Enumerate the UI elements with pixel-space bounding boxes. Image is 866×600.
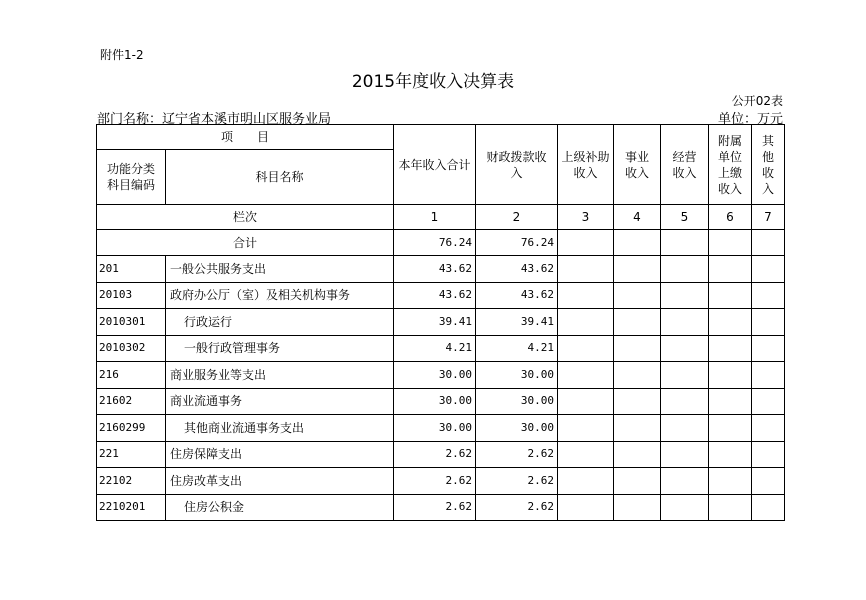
total-income-value: 43.62 [394, 282, 476, 309]
table-row [97, 309, 785, 336]
table-row [97, 256, 785, 283]
table-row [97, 388, 785, 415]
header-func-code: 功能分类 科目编码 [97, 150, 166, 205]
table-row [97, 441, 785, 468]
header-superior-subsidy: 上级补助收入 [558, 125, 614, 205]
subject-name: 行政运行 [166, 309, 394, 336]
column-number-row [97, 205, 785, 230]
fiscal-value: 4.21 [476, 335, 558, 362]
column-number: 5 [661, 205, 709, 230]
form-id: 公开02表 [731, 94, 783, 108]
total-income-value: 30.00 [394, 388, 476, 415]
fiscal-value: 43.62 [476, 282, 558, 309]
subject-code: 20103 [97, 282, 166, 309]
column-number: 2 [476, 205, 558, 230]
total-income-value: 30.00 [394, 415, 476, 442]
page-title: 2015年度收入决算表 [351, 72, 515, 92]
total-income-value: 76.24 [394, 230, 476, 256]
table-row [97, 415, 785, 442]
column-number: 1 [394, 205, 476, 230]
fiscal-value: 39.41 [476, 309, 558, 336]
fiscal-value: 2.62 [476, 441, 558, 468]
total-income-value: 2.62 [394, 468, 476, 495]
table-row [97, 468, 785, 495]
subject-code: 2160299 [97, 415, 166, 442]
total-income-value: 30.00 [394, 362, 476, 389]
subject-code: 201 [97, 256, 166, 283]
fiscal-value: 2.62 [476, 494, 558, 521]
column-number: 4 [614, 205, 661, 230]
department-name: 部门名称：辽宁省本溪市明山区服务业局 [97, 112, 332, 127]
subject-name: 住房保障支出 [166, 441, 394, 468]
fiscal-value: 30.00 [476, 415, 558, 442]
fiscal-value: 30.00 [476, 362, 558, 389]
subject-code: 221 [97, 441, 166, 468]
header-item: 项 目 [97, 125, 394, 150]
table-row [97, 494, 785, 521]
total-income-value: 4.21 [394, 335, 476, 362]
total-income-value: 2.62 [394, 441, 476, 468]
column-number: 7 [752, 205, 785, 230]
total-label: 合计 [97, 230, 394, 256]
subject-code: 21602 [97, 388, 166, 415]
subject-name: 政府办公厅（室）及相关机构事务 [166, 282, 394, 309]
total-row [97, 230, 785, 256]
total-income-value: 2.62 [394, 494, 476, 521]
total-income-value: 39.41 [394, 309, 476, 336]
subject-name: 一般行政管理事务 [166, 335, 394, 362]
header-affiliated: 附属单位上缴收入 [709, 125, 752, 205]
subject-code: 2010301 [97, 309, 166, 336]
subject-name: 商业流通事务 [166, 388, 394, 415]
fiscal-value: 30.00 [476, 388, 558, 415]
subject-code: 2210201 [97, 494, 166, 521]
fiscal-value: 43.62 [476, 256, 558, 283]
header-other: 其他收入 [752, 125, 785, 205]
fiscal-value: 2.62 [476, 468, 558, 495]
subject-name: 商业服务业等支出 [166, 362, 394, 389]
subject-code: 216 [97, 362, 166, 389]
header-fiscal: 财政拨款收入 [476, 125, 558, 205]
subject-name: 一般公共服务支出 [166, 256, 394, 283]
header-total-income: 本年收入合计 [394, 125, 476, 205]
attachment-label: 附件1-2 [100, 48, 144, 62]
unit-label: 单位：万元 [717, 112, 783, 127]
subject-code: 22102 [97, 468, 166, 495]
subject-name: 其他商业流通事务支出 [166, 415, 394, 442]
subject-name: 住房改革支出 [166, 468, 394, 495]
total-income-value: 43.62 [394, 256, 476, 283]
total-fiscal-value: 76.24 [476, 230, 558, 256]
header-career: 事业收入 [614, 125, 661, 205]
income-table [96, 124, 785, 521]
table-row [97, 335, 785, 362]
column-number: 3 [558, 205, 614, 230]
column-label: 栏次 [97, 205, 394, 230]
subject-name: 住房公积金 [166, 494, 394, 521]
header-subject-name: 科目名称 [166, 150, 394, 205]
header-row-1 [97, 125, 785, 150]
header-operating: 经营收入 [661, 125, 709, 205]
column-number: 6 [709, 205, 752, 230]
table-row [97, 362, 785, 389]
subject-code: 2010302 [97, 335, 166, 362]
table-row [97, 282, 785, 309]
